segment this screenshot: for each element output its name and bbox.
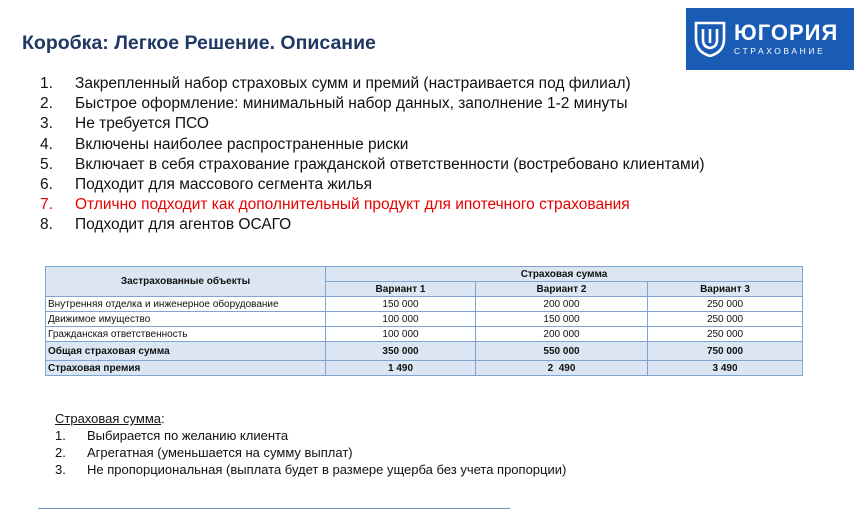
logo-subtitle: СТРАХОВАНИЕ [734, 46, 826, 57]
cell-value: 250 000 [648, 312, 803, 327]
insurance-table [45, 266, 803, 376]
total-value: 350 000 [326, 342, 476, 361]
header-variant-3: Вариант 3 [648, 282, 803, 297]
page-title: Коробка: Легкое Решение. Описание [22, 32, 376, 54]
premium-value: 1 490 [326, 361, 476, 376]
features-list [40, 74, 705, 236]
list-item-highlighted: 7. Отлично подходит как дополнительный продукт для ипотечного страхования [40, 195, 705, 215]
header-variant-2: Вариант 2 [476, 282, 648, 297]
feature-text: Включает в себя страхование гражданской ответственности (востребовано клиентами) [75, 155, 705, 173]
table-row [46, 327, 803, 342]
list-item: 1. Закрепленный набор страховых сумм и премий (настраивается под филиал) [40, 74, 705, 94]
cell-value: 200 000 [476, 297, 648, 312]
cell-value: 100 000 [326, 312, 476, 327]
shield-logo-icon [694, 21, 726, 57]
notes-section [55, 410, 566, 478]
company-logo [686, 8, 854, 70]
row-label: Движимое имущество [46, 312, 326, 327]
table-total-row [46, 342, 803, 361]
feature-text: Включены наиболее распространенные риски [75, 135, 409, 153]
list-item: 2. Быстрое оформление: минимальный набор данных, заполнение 1-2 минуты [40, 94, 705, 114]
feature-text: Подходит для массового сегмента жилья [75, 176, 372, 194]
cell-value: 250 000 [648, 297, 803, 312]
notes-list [55, 427, 566, 478]
table-premium-row [46, 361, 803, 376]
list-item: 1. Выбирается по желанию клиента [55, 428, 289, 443]
table-header-row [46, 267, 803, 282]
cell-value: 150 000 [326, 297, 476, 312]
feature-text: Отлично подходит как дополнительный продукт для ипотечного страхования [75, 196, 630, 214]
list-item: 6. Подходит для массового сегмента жилья [40, 175, 705, 195]
header-sum: Страховая сумма [326, 267, 803, 282]
premium-value: 2 490 [476, 361, 648, 376]
cell-value: 250 000 [648, 327, 803, 342]
note-text: Выбирается по желанию клиента [87, 428, 289, 443]
list-item: 2. Агрегатная (уменьшается на сумму выплат) [55, 445, 353, 460]
feature-text: Не требуется ПСО [75, 115, 209, 133]
cell-value: 100 000 [326, 327, 476, 342]
list-item: 8. Подходит для агентов ОСАГО [40, 215, 705, 235]
list-item: 3. Не требуется ПСО [40, 114, 705, 134]
logo-name: ЮГОРИЯ [734, 20, 839, 46]
table-row [46, 297, 803, 312]
note-text: Не пропорциональная (выплата будет в размере ущерба без учета пропорции) [87, 462, 567, 477]
total-value: 550 000 [476, 342, 648, 361]
header-objects: Застрахованные объекты [46, 267, 326, 297]
divider [38, 508, 510, 509]
list-item: 4. Включены наиболее распространенные риски [40, 135, 705, 155]
note-text: Агрегатная (уменьшается на сумму выплат) [87, 445, 353, 460]
cell-value: 200 000 [476, 327, 648, 342]
cell-value: 150 000 [476, 312, 648, 327]
feature-text: Быстрое оформление: минимальный набор данных, заполнение 1-2 минуты [75, 95, 628, 113]
list-item: 3. Не пропорциональная (выплата будет в размере ущерба без учета пропорции) [55, 462, 567, 477]
premium-label: Страховая премия [46, 361, 326, 376]
total-label: Общая страховая сумма [46, 342, 326, 361]
table-row [46, 312, 803, 327]
feature-text: Закрепленный набор страховых сумм и премий (настраивается под филиал) [75, 75, 631, 92]
row-label: Гражданская ответственность [46, 327, 326, 342]
row-label: Внутренняя отделка и инженерное оборудование [46, 297, 326, 312]
premium-value: 3 490 [648, 361, 803, 376]
feature-text: Подходит для агентов ОСАГО [75, 216, 292, 234]
list-item: 5. Включает в себя страхование гражданской ответственности (востребовано клиентами) [40, 155, 705, 175]
notes-heading: Страховая сумма: [55, 411, 165, 426]
total-value: 750 000 [648, 342, 803, 361]
header-variant-1: Вариант 1 [326, 282, 476, 297]
